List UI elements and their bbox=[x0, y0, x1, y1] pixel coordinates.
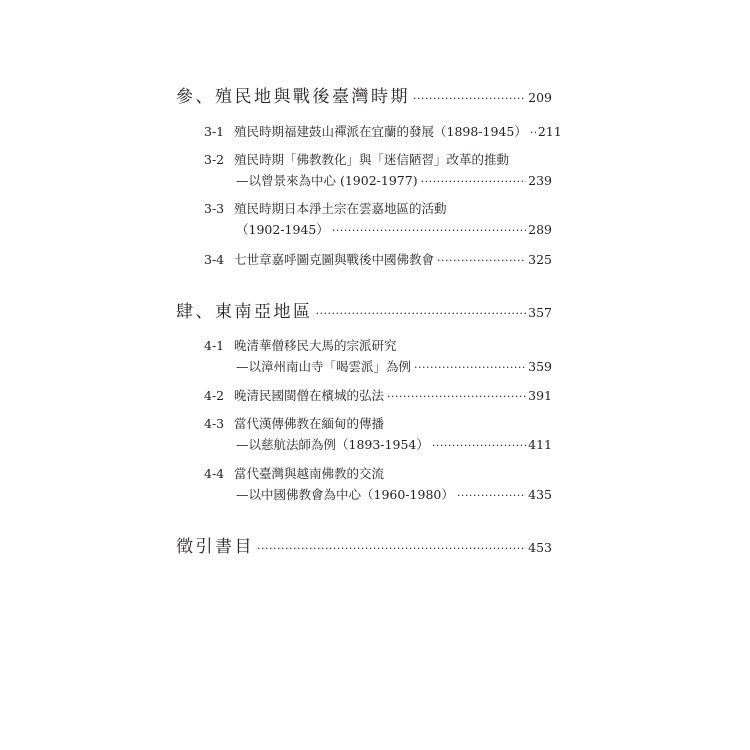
dot-leader bbox=[530, 124, 536, 137]
part-title: 徵引書目 bbox=[176, 537, 254, 557]
page-number: 325 bbox=[528, 252, 552, 267]
section-subtitle: —以曾景來為中心 (1902-1977) bbox=[236, 173, 418, 188]
toc-section-continuation bbox=[236, 435, 552, 453]
toc-part-heading bbox=[176, 532, 552, 557]
toc-section bbox=[204, 336, 552, 354]
toc-section-continuation bbox=[236, 357, 552, 375]
toc-section-continuation bbox=[236, 220, 552, 238]
dot-leader bbox=[414, 359, 526, 372]
section-title: 晚清華僧移民大馬的宗派研究 bbox=[234, 338, 397, 353]
toc-section bbox=[204, 464, 552, 482]
section-number: 4-4 bbox=[204, 466, 225, 481]
page-number: 357 bbox=[528, 305, 552, 320]
section-subtitle: —以漳州南山寺「喝雲派」為例 bbox=[236, 359, 412, 374]
page-number: 435 bbox=[528, 487, 552, 502]
section-title: 當代漢傳佛教在緬甸的傳播 bbox=[234, 416, 385, 431]
page-number: 289 bbox=[528, 222, 552, 237]
dot-leader bbox=[437, 252, 526, 265]
dot-leader bbox=[316, 300, 527, 317]
toc-section bbox=[204, 122, 562, 140]
toc-section bbox=[204, 199, 552, 217]
page-number: 209 bbox=[528, 90, 552, 105]
section-subtitle: —以慈航法師為例（1893-1954） bbox=[236, 437, 429, 452]
toc-part-heading bbox=[176, 297, 552, 322]
toc-section bbox=[204, 386, 552, 404]
dot-leader bbox=[332, 222, 526, 235]
section-number: 3-1 bbox=[204, 124, 225, 139]
section-subtitle: —以中國佛教會為中心（1960-1980） bbox=[236, 487, 454, 502]
section-title: 殖民時期日本淨土宗在雲嘉地區的活動 bbox=[234, 201, 447, 216]
page-number: 453 bbox=[528, 540, 552, 555]
toc-section bbox=[204, 250, 552, 268]
section-number: 3-4 bbox=[204, 252, 225, 267]
toc-part-heading bbox=[176, 82, 552, 107]
page-number: 411 bbox=[528, 437, 552, 452]
page-number: 391 bbox=[528, 388, 552, 403]
toc-section bbox=[204, 414, 552, 432]
dot-leader bbox=[457, 487, 526, 500]
toc-section bbox=[204, 150, 552, 168]
section-number: 4-2 bbox=[204, 388, 225, 403]
page-number: 211 bbox=[537, 124, 562, 139]
section-title: 殖民時期福建鼓山禪派在宜蘭的發展（1898-1945） bbox=[234, 124, 527, 139]
section-title: 當代臺灣與越南佛教的交流 bbox=[234, 466, 385, 481]
section-subtitle: （1902-1945） bbox=[236, 222, 329, 237]
section-title: 七世章嘉呼圖克圖與戰後中國佛教會 bbox=[234, 252, 435, 267]
dot-leader bbox=[432, 437, 526, 450]
page-number: 359 bbox=[528, 359, 552, 374]
toc-section-continuation bbox=[236, 485, 552, 503]
section-number: 3-2 bbox=[204, 152, 225, 167]
dot-leader bbox=[413, 85, 526, 102]
section-number: 3-3 bbox=[204, 201, 225, 216]
page-number: 239 bbox=[528, 173, 552, 188]
toc-section-continuation bbox=[236, 171, 552, 189]
section-number: 4-1 bbox=[204, 338, 225, 353]
section-number: 4-3 bbox=[204, 416, 225, 431]
dot-leader bbox=[421, 173, 527, 186]
dot-leader bbox=[387, 388, 526, 401]
part-title: 參、殖民地與戰後臺灣時期 bbox=[176, 87, 410, 107]
section-title: 晚清民國閩僧在檳城的弘法 bbox=[234, 388, 385, 403]
part-title: 肆、東南亞地區 bbox=[176, 302, 313, 322]
dot-leader bbox=[257, 535, 526, 552]
section-title: 殖民時期「佛教教化」與「迷信陋習」改革的推動 bbox=[234, 152, 510, 167]
